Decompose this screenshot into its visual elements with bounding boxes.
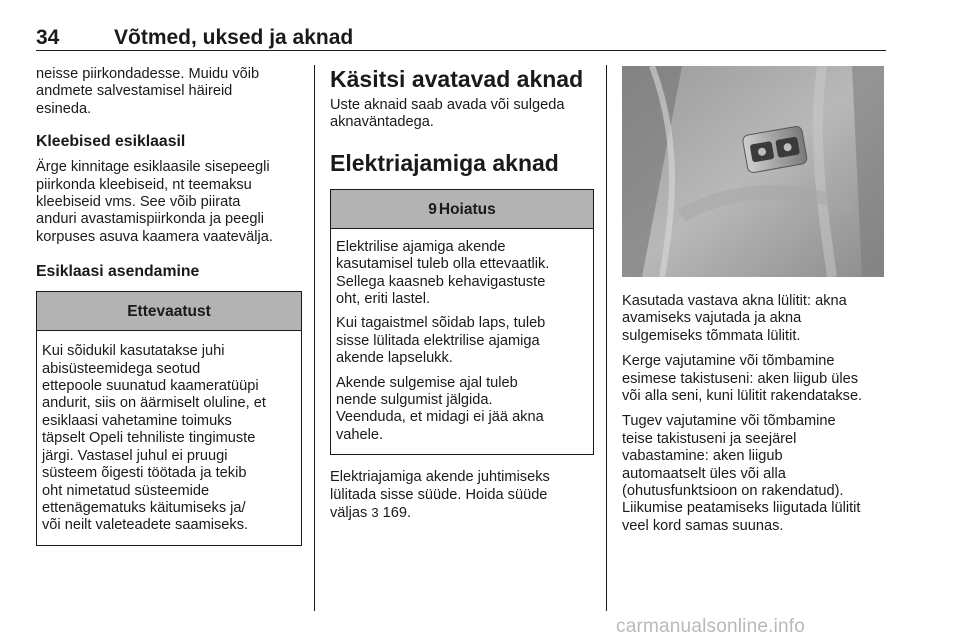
text-line: Ärge kinnitage esiklaasile sisepeegli [36,159,270,176]
warning-triangle-icon: 9 [428,200,437,218]
section-heading-power-windows: Elektriajamiga aknad [330,149,559,176]
page-reference-link[interactable]: 169. [382,505,412,522]
text-line: neisse piirkondadesse. Muidu võib [36,66,260,82]
text-line: Tugev vajutamine või tõmbamine [622,413,836,430]
light-press-paragraph [622,353,888,405]
watermark: carmanualsonline.info [616,616,806,637]
text-line: Kui tagaistmel sõidab laps, tuleb [336,315,546,332]
switch-usage-paragraph [622,293,888,345]
text-line: Sellega kaasneb kehavigastuste [336,273,546,290]
text-line: kasutamisel tuleb olla ettevaatlik. [336,256,550,273]
text-line: Uste aknaid saab avada või sulgeda [330,97,565,113]
text-line: sulgemiseks tõmmata lülitit. [622,327,801,344]
text-line: sisse lülitada elektrilise ajamiga [336,332,540,349]
text-line: abisüsteemidega seotud [42,360,201,377]
text-line: järgi. Vastasel juhul ei pruugi [42,447,228,464]
text-line: nende sulgumist jälgida. [336,392,493,409]
text-line: oht, eriti lastel. [336,291,431,308]
text-line: piirkonda kleebiseid, nt teemaksu [36,176,252,193]
page-reference-icon: 3 [371,505,379,521]
text-line: andmete salvestamisel häireid [36,83,233,100]
column-right [622,66,888,535]
text-line: avamiseks vajutada ja akna [622,310,802,327]
text-line: (ohutusfunktsioon on rakendatud). [622,483,844,500]
window-switch-photo [622,66,884,277]
column-divider [314,65,315,611]
section-heading-stickers: Kleebised esiklaasil [36,133,186,151]
column-middle [330,66,594,523]
text-line: või neilt valeteadete saamiseks. [42,517,249,534]
text-line: Kui sõidukil kasutatakse juhi [42,343,225,360]
text-line: esiklaasi vahetamine toimuks [42,412,232,429]
caution-box [36,291,302,545]
text-line: andurit, siis on äärmiselt oluline, et [42,395,266,412]
warning-box-title: Hoiatus [438,200,496,218]
text-line: kleebiseid vms. See võib piirata [36,194,241,211]
text-line: esimese takistuseni: aken liigub üles [622,370,859,387]
section-heading-windscreen: Esiklaasi asendamine [36,263,200,281]
text-line: korpuses asuva kaamera vaatevälja. [36,228,273,245]
text-line: lülitada sisse süüde. Hoida süüde [330,486,548,503]
warning-box-header [331,190,593,229]
caution-box-title: Ettevaatust [37,292,301,331]
text-line: Kasutada vastava akna lülitit: akna [622,293,847,309]
text-line: Elektriajamiga akende juhtimiseks [330,469,550,486]
text-line: aknaväntadega. [330,114,434,131]
text-line: vahele. [336,426,384,443]
column-left [36,66,302,546]
text-line: automaatselt üles või alla [622,465,786,482]
column-divider [606,65,607,611]
power-windows-paragraph [330,469,594,522]
text-line: täpselt Opeli tehniliste tingimuste [42,430,256,447]
text-line: ettenägematuks käitumiseks ja/ [42,499,246,516]
intro-paragraph [36,66,302,118]
text-line: väljas [330,505,368,522]
stickers-paragraph [36,159,302,246]
warning-box-body [331,229,593,454]
text-line: teise takistuseni ja seejärel [622,430,797,447]
text-line: oht nimetatud süsteemide [42,482,210,499]
caution-box-body [37,331,301,544]
page-number: 34 [36,26,60,49]
text-line: või alla seni, kuni lülitit rakendatakse. [622,388,863,405]
text-line: veel kord samas suunas. [622,517,784,534]
page-header [36,12,886,51]
text-line: Kerge vajutamine või tõmbamine [622,353,835,370]
warning-box [330,189,594,455]
manual-windows-paragraph [330,97,594,132]
text-line: Veenduda, et midagi ei jää akna [336,409,544,426]
text-line: Akende sulgemise ajal tuleb [336,374,518,391]
section-heading-manual-windows: Käsitsi avatavad aknad [330,66,584,92]
text-line: süsteem õigesti töötada ja tekib [42,465,247,482]
text-line: ettepoole suunatud kaameratüüpi [42,378,259,395]
text-line: anduri avastamispiirkonda ja peegli [36,211,264,228]
text-line: Liikumise peatamiseks liigutada lülitit [622,500,861,517]
page-title: Võtmed, uksed ja aknad [114,26,354,49]
text-line: vabastamine: aken liigub [622,448,783,465]
text-line: akende lapselukk. [336,350,453,367]
text-line: esineda. [36,100,92,117]
text-line: Elektrilise ajamiga akende [336,238,506,255]
firm-press-paragraph [622,413,888,535]
